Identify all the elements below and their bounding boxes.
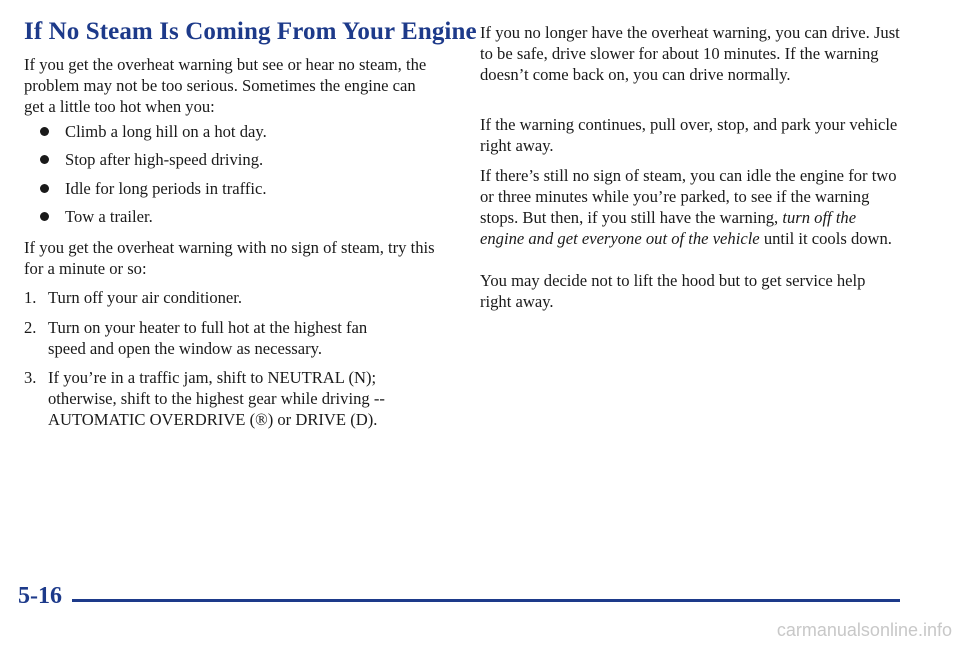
bullet-dot-icon — [40, 184, 49, 193]
right-paragraph-4: You may decide not to lift the hood but to get service help right away. — [480, 271, 866, 311]
section-heading: If No Steam Is Coming From Your Engine — [24, 18, 477, 45]
page-number: 5-16 — [18, 583, 62, 609]
watermark: carmanualsonline.info — [776, 620, 952, 640]
right-paragraph-3: If there’s still no sign of steam, you can idle the engine for two or three minutes while you’re parked, to see if the warning stops. But then, if you still have the warning, turn off the engine and get everyone out of the vehicle until it cools down. — [480, 166, 897, 248]
list-item: 2. Turn on your heater to full hot at the highest fan speed and open the window as necessary. — [24, 318, 368, 358]
intro-paragraph: If you get the overheat warning but see or hear no steam, the problem may not be too serious. Sometimes the engine can get a little too hot when you: — [24, 55, 427, 116]
bullet-dot-icon — [40, 127, 49, 136]
list-item: 3. If you’re in a traffic jam, shift to NEUTRAL (N); otherwise, shift to the highest gear while driving -- AUTOMATIC OVERDRIVE (®) or DRIVE (D). — [24, 368, 385, 429]
bullet-item: Idle for long periods in traffic. — [40, 178, 267, 199]
bullet-dot-icon — [40, 212, 49, 221]
bullet-item: Tow a trailer. — [40, 206, 153, 227]
right-paragraph-1: If you no longer have the overheat warning, you can drive. Just to be safe, drive slower for about 10 minutes. If the warning doesn’t come back on, you can drive normally. — [480, 23, 900, 84]
right-paragraph-2: If the warning continues, pull over, stop, and park your vehicle right away. — [480, 115, 898, 155]
bullet-item: Stop after high-speed driving. — [40, 149, 263, 170]
list-item: 1. Turn off your air conditioner. — [24, 288, 243, 307]
bullet-dot-icon — [40, 155, 49, 164]
overheat-paragraph: If you get the overheat warning with no sign of steam, try this for a minute or so: — [24, 238, 435, 278]
bullet-item: Climb a long hill on a hot day. — [40, 121, 267, 142]
footer-rule — [72, 599, 900, 602]
